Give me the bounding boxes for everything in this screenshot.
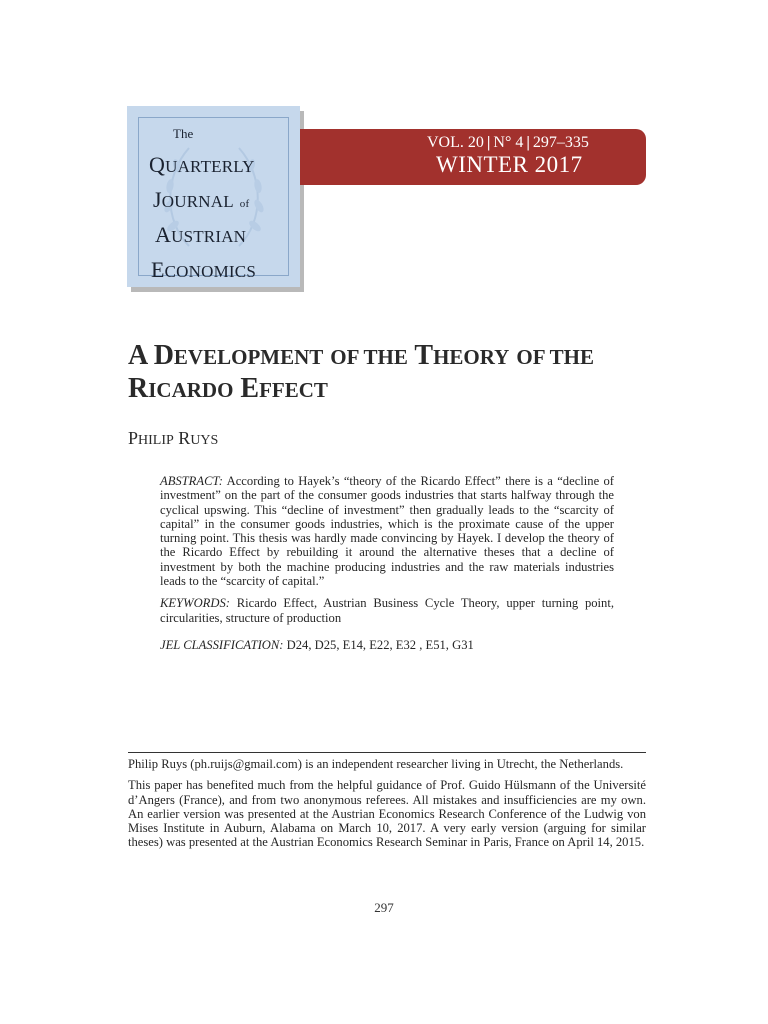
journal-logo: [127, 106, 300, 287]
keywords-label: KEYWORDS:: [160, 596, 230, 611]
author-name: PHILIP RUYS: [128, 428, 219, 448]
footnotes-section: [128, 757, 646, 850]
acknowledgment-footnote: This paper has benefited much from the helpful guidance of Prof. Guido Hülsmann of the Université d’Angers (France), and from two anonymous referees. All mistakes and insufficiencies are my own. An earlier version was presented at the Austrian Economics Research Conference of the Ludwig von Mises Institute in Auburn, Alabama on March 10, 2017. A very early version (arguing for similar theses) was presented at the Austrian Economics Research Seminar in Paris, France on April 14, 2015.: [128, 778, 646, 850]
abstract-paragraph: [160, 474, 614, 588]
paper-title: A DEVELOPMENT OF THE THEORY OF THE RICARDO EFFECT: [128, 340, 594, 404]
footnote-divider: [128, 752, 646, 753]
jel-paragraph: [160, 638, 614, 652]
issue-volume-line: VOL. 20 | N° 4 | 297–335: [427, 134, 589, 151]
jel-text: D24, D25, E14, E22, E32 , E51, G31: [286, 637, 474, 652]
journal-title-quarterly: QUARTERLY: [149, 152, 255, 177]
journal-the: The: [173, 126, 194, 141]
abstract-section: [160, 474, 614, 652]
issue-season: WINTER 2017: [436, 152, 583, 177]
keywords-text: Ricardo Effect, Austrian Business Cycle Theory, upper turning point, circularities, structure of production: [160, 596, 614, 625]
journal-logo-frame: [138, 117, 289, 282]
author-footnote: Philip Ruys (ph.ruijs@gmail.com) is an independent researcher living in Utrecht, the Netherlands.: [128, 757, 624, 771]
journal-title-austrian: AUSTRIAN: [155, 222, 247, 247]
page-number: 297: [374, 900, 394, 915]
keywords-paragraph: [160, 596, 614, 625]
issue-banner: [290, 129, 646, 185]
jel-label: JEL CLASSIFICATION:: [160, 637, 284, 652]
abstract-label: ABSTRACT:: [160, 474, 223, 488]
journal-title-economics: ECONOMICS: [151, 257, 256, 282]
abstract-text: According to Hayek’s “theory of the Ricardo Effect” there is a “decline of investment” on the part of the consumer goods industries that starts halfway through the cyclical upswing. This “decline of investment” then gradually leads to the “scarcity of capital” in the consumer goods industries, which is the proximate cause of the upper turning point. This thesis was hardly made convincing by Hayek. I develop the theory of the Ricardo Effect by rebuilding it around the alternative theses that a decline of investment by both the machine producing industries and the raw materials industries leads to the “scarcity of capital.”: [160, 474, 614, 589]
journal-title-journal: JOURNAL of: [153, 187, 250, 212]
